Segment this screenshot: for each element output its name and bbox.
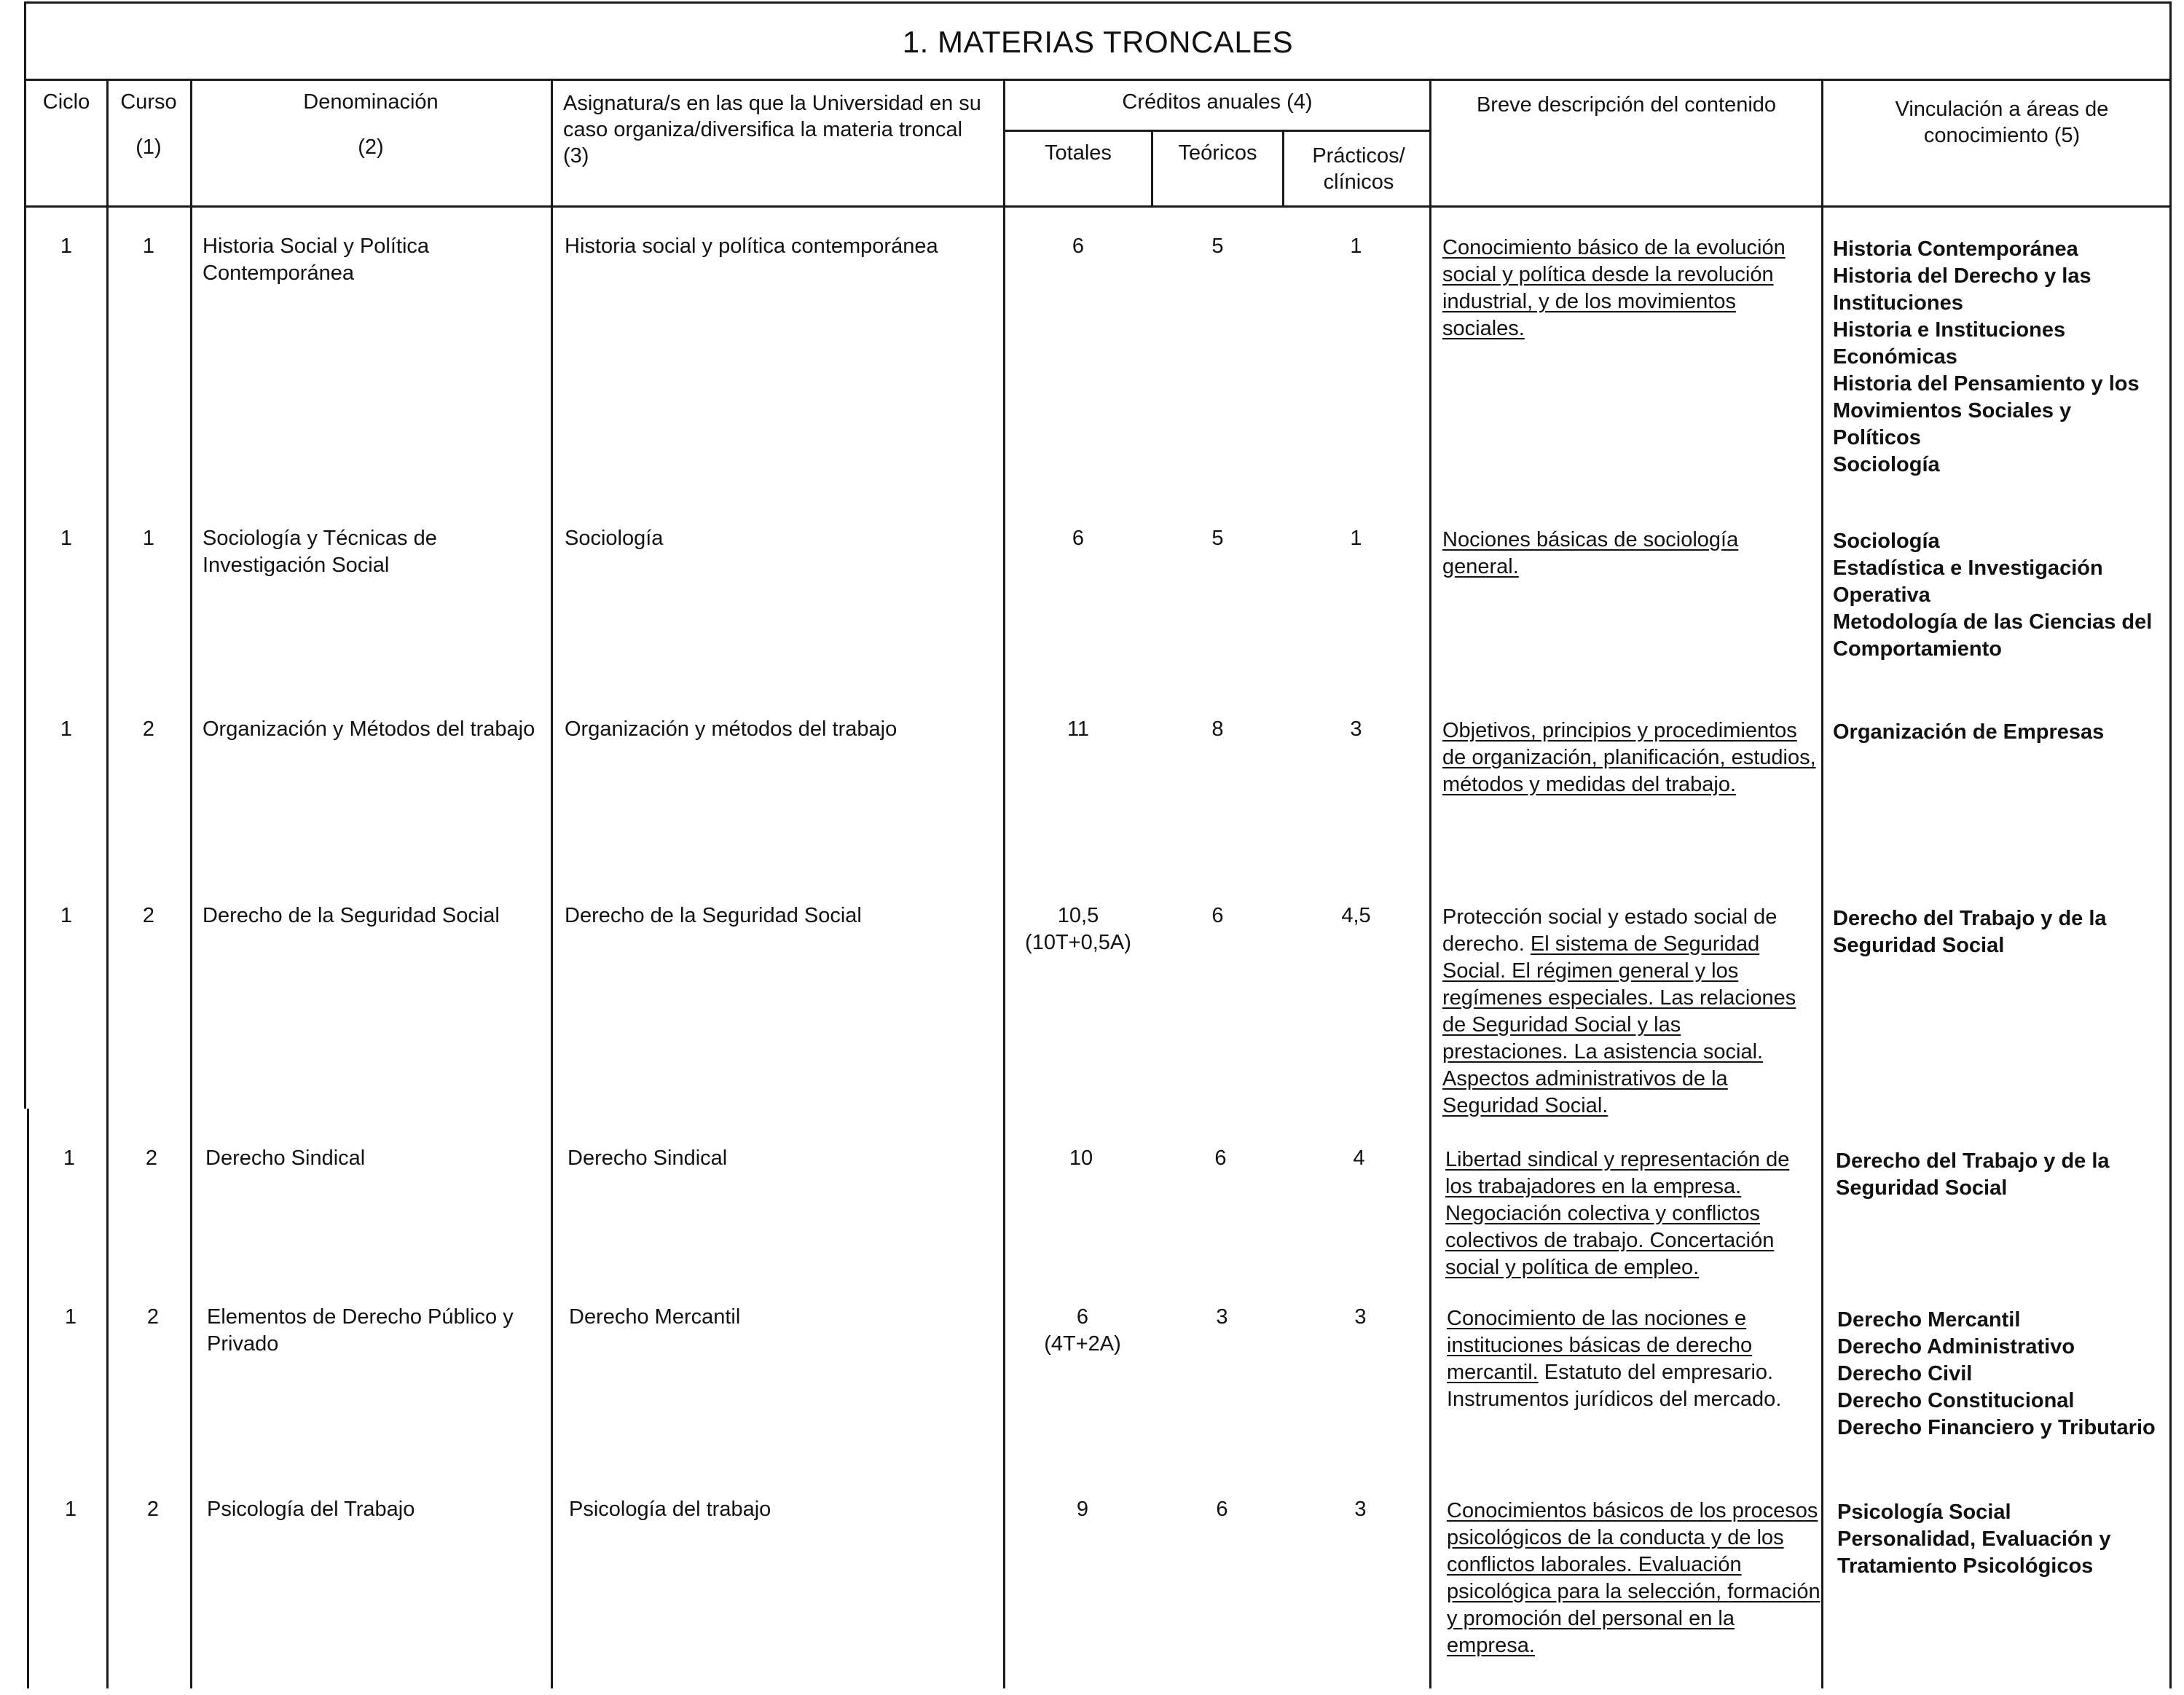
row-curso: 2 — [146, 1498, 160, 1521]
table-left-border-lower — [27, 1109, 29, 1688]
section-title: 1. MATERIAS TRONCALES — [902, 24, 1294, 59]
descripcion-plain-tail: Estatuto del empresario. Instrumentos jurídicos del mercado. — [1447, 1361, 1782, 1411]
col-divider-descripcion — [1821, 79, 1823, 1688]
row-curso: 2 — [145, 1147, 158, 1170]
descripcion-underlined: Nociones básicas de sociología general. — [1442, 528, 1739, 578]
row-ciclo: 1 — [60, 527, 73, 550]
col-divider-denominacion — [551, 79, 553, 1688]
row-asignatura: Organización y métodos del trabajo — [565, 717, 897, 741]
row-vinculacion: Derecho Mercantil Derecho Administrativo Derecho Civil Derecho Constitucional Derecho Financiero y Tributario — [1837, 1308, 2156, 1439]
row-ciclo: 1 — [60, 235, 73, 258]
descripcion-plain-lead: Protección social y estado social de derecho. — [1442, 905, 1778, 956]
row-denominacion: Sociología y Técnicas de Investigación Social — [203, 527, 437, 577]
row-descripcion — [1445, 1147, 1820, 1281]
row-ciclo: 1 — [60, 717, 73, 741]
header-practicos: Prácticos/ clínicos — [1312, 144, 1405, 194]
row-asignatura: Derecho de la Seguridad Social — [565, 904, 862, 927]
header-asignatura: Asignatura/s en las que la Universidad en su caso organiza/diversifica la materia troncal (3) — [563, 92, 981, 168]
header-top-rule — [24, 79, 2172, 81]
col-divider-teoricos — [1282, 130, 1284, 207]
header-bottom-rule — [24, 205, 2172, 208]
row-totales: 6 — [1072, 235, 1085, 258]
row-denominacion: Elementos de Derecho Público y Privado — [207, 1305, 514, 1356]
row-practicos: 4,5 — [1341, 904, 1371, 927]
row-denominacion: Organización y Métodos del trabajo — [203, 717, 535, 741]
table-left-border — [24, 1, 26, 1109]
row-teoricos: 6 — [1211, 904, 1224, 927]
header-curso-note: (1) — [135, 135, 162, 159]
row-descripcion — [1442, 904, 1810, 1120]
col-divider-creditos — [1429, 79, 1431, 1688]
row-denominacion: Derecho de la Seguridad Social — [203, 904, 500, 927]
row-teoricos: 3 — [1216, 1305, 1228, 1329]
row-practicos: 1 — [1350, 235, 1362, 258]
header-curso: Curso — [120, 90, 177, 114]
section-title-box — [24, 1, 2172, 80]
descripcion-underlined: Conocimiento de las nociones e instituciones básicas de derecho mercantil. — [1447, 1307, 1753, 1384]
row-curso: 2 — [142, 717, 155, 741]
row-practicos: 3 — [1354, 1305, 1367, 1329]
row-practicos: 1 — [1350, 527, 1362, 550]
header-teoricos: Teóricos — [1178, 141, 1257, 165]
row-ciclo: 1 — [63, 1147, 76, 1170]
row-asignatura: Sociología — [565, 527, 664, 550]
row-asignatura: Derecho Sindical — [567, 1147, 728, 1170]
row-teoricos: 5 — [1211, 235, 1224, 258]
row-totales: 6 — [1072, 527, 1085, 550]
row-totales: 6 (4T+2A) — [1044, 1305, 1121, 1356]
header-vinculacion: Vinculación a áreas de conocimiento (5) — [1895, 98, 2109, 147]
header-creditos: Créditos anuales (4) — [1122, 90, 1313, 114]
row-descripcion — [1447, 1305, 1822, 1413]
row-curso: 1 — [142, 527, 155, 550]
row-ciclo: 1 — [60, 904, 73, 927]
table-right-border — [2169, 1, 2172, 1688]
descripcion-underlined: Objetivos, principios y procedimientos de organización, planificación, estudios, métodos y medidas del trabajo. — [1442, 719, 1816, 796]
row-denominacion: Historia Social y Política Contemporánea — [203, 235, 430, 285]
row-descripcion — [1442, 717, 1818, 798]
row-descripcion — [1447, 1498, 1822, 1659]
document-page — [24, 1, 2173, 1690]
row-totales: 10 — [1069, 1147, 1093, 1170]
row-practicos: 3 — [1350, 717, 1362, 741]
row-vinculacion: Psicología Social Personalidad, Evaluación y Tratamiento Psicológicos — [1837, 1501, 2111, 1578]
descripcion-underlined: Libertad sindical y representación de los trabajadores en la empresa. Negociación colectiva y conflictos colectivos de trabajo. Concertación social y política de empleo. — [1445, 1148, 1790, 1279]
row-denominacion: Derecho Sindical — [205, 1147, 366, 1170]
col-divider-asignatura — [1003, 79, 1005, 1688]
row-asignatura: Derecho Mercantil — [569, 1305, 741, 1329]
row-vinculacion: Organización de Empresas — [1833, 720, 2105, 744]
row-ciclo: 1 — [64, 1305, 77, 1329]
row-vinculacion: Historia Contemporánea Historia del Derecho y las Instituciones Historia e Instituciones Económicas Historia del Pensamiento y los Movimientos Sociales y Políticos Sociología — [1833, 237, 2140, 476]
row-asignatura: Historia social y política contemporánea — [565, 235, 938, 258]
row-curso: 2 — [142, 904, 155, 927]
row-teoricos: 6 — [1216, 1498, 1228, 1521]
header-totales: Totales — [1045, 141, 1112, 165]
header-ciclo: Ciclo — [42, 90, 90, 114]
credits-subheader-rule — [1003, 130, 1431, 132]
row-totales: 9 — [1076, 1498, 1089, 1521]
row-descripcion — [1442, 235, 1818, 342]
row-practicos: 4 — [1353, 1147, 1365, 1170]
col-divider-curso — [190, 79, 192, 1688]
row-curso: 2 — [146, 1305, 160, 1329]
row-practicos: 3 — [1354, 1498, 1367, 1521]
col-divider-ciclo — [106, 79, 109, 1688]
header-descripcion: Breve descripción del contenido — [1476, 93, 1777, 117]
row-curso: 1 — [142, 235, 155, 258]
row-vinculacion: Derecho del Trabajo y de la Seguridad Social — [1836, 1149, 2110, 1200]
row-teoricos: 5 — [1211, 527, 1224, 550]
row-asignatura: Psicología del trabajo — [569, 1498, 771, 1521]
row-vinculacion: Sociología Estadística e Investigación Operativa Metodología de las Ciencias del Comportamiento — [1833, 530, 2153, 661]
header-denominacion-note: (2) — [358, 135, 384, 159]
row-denominacion: Psicología del Trabajo — [207, 1498, 415, 1521]
row-descripcion — [1442, 527, 1818, 581]
descripcion-underlined: El sistema de Seguridad Social. El régimen general y los regímenes especiales. Las relaciones de Seguridad Social y las prestaciones. La asistencia social. Aspectos administrativos de la Seguridad Social. — [1442, 932, 1796, 1117]
descripcion-underlined: Conocimiento básico de la evolución social y política desde la revolución industrial, y de los movimientos sociales. — [1442, 236, 1786, 340]
row-teoricos: 8 — [1211, 717, 1224, 741]
header-denominacion: Denominación — [303, 90, 439, 114]
row-totales: 11 — [1067, 717, 1090, 741]
descripcion-underlined: Conocimientos básicos de los procesos psicológicos de la conducta y de los conflictos laborales. Evaluación psicológica para la selección, formación y promoción del personal en la empresa. — [1447, 1499, 1820, 1657]
row-vinculacion: Derecho del Trabajo y de la Seguridad Social — [1833, 907, 2107, 957]
row-totales: 10,5 (10T+0,5A) — [1025, 904, 1131, 954]
row-teoricos: 6 — [1214, 1147, 1227, 1170]
row-ciclo: 1 — [64, 1498, 77, 1521]
